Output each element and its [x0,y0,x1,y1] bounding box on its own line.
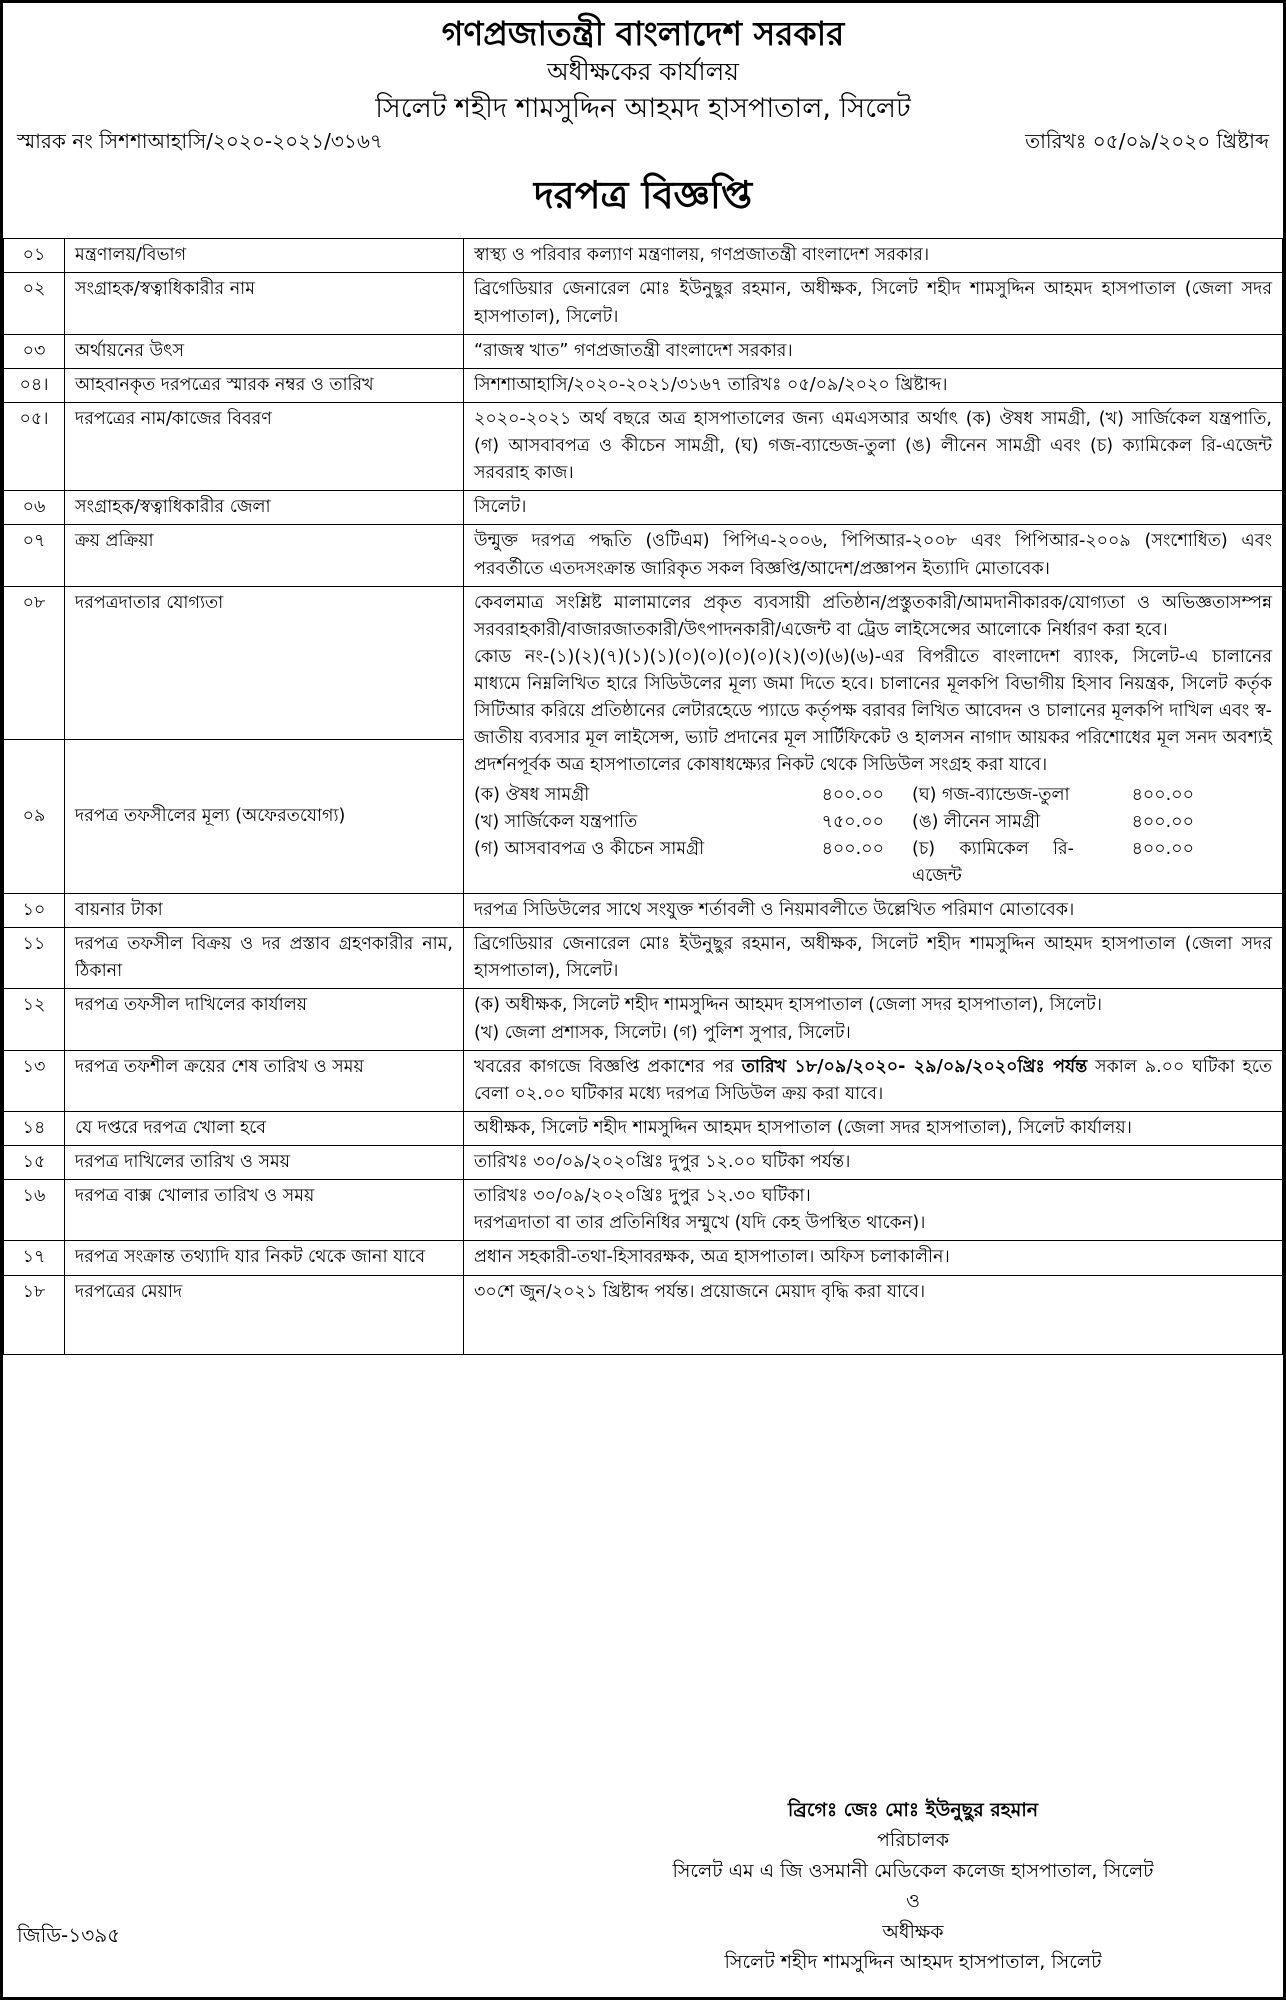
detail-cell: ৩০শে জুন/২০২১ খ্রিষ্টাব্দ পর্যন্ত। প্রয়োজনে মেয়াদ বৃদ্ধি করা যাবে। [464,1275,1283,1354]
fee-label: (ঘ) গজ-ব্যান্ডেজ-তুলা [912,784,1070,805]
serial-cell: ০৭ [4,525,65,586]
fee-value: ৪০০.০০ [1131,838,1194,859]
detail-cell: স্বাস্থ্য ও পরিবার কল্যাণ মন্ত্রণালয়, গণপ্রজাতন্ত্রী বাংলাদেশ সরকার। [464,239,1283,273]
item-cell: দরপত্র তফশীল ক্রয়ের শেষ তারিখ ও সময় [65,1050,464,1111]
table-row [4,239,1283,273]
fee-label: (খ) সার্জিকেল যন্ত্রপাতি [474,811,638,832]
notice-header [3,13,1283,125]
table-row [4,989,1283,1050]
table-row [4,586,1283,740]
detail-cell: সিলেট। [464,491,1283,525]
item-cell: দরপত্রদাতার যোগ্যতা [65,586,464,740]
item-cell: বায়নার টাকা [65,894,464,928]
fee-value: ৪০০.০০ [1131,811,1194,832]
table-row [4,928,1283,989]
table-row [4,1180,1283,1241]
conjunction: ও [906,1890,920,1913]
serial-cell: ১৫ [4,1146,65,1180]
table-row [4,1146,1283,1180]
signatory-title: অধীক্ষক [882,1920,944,1943]
table-row [4,368,1283,402]
detail-cell [464,989,1283,1050]
serial-cell: ১৭ [4,1241,65,1275]
detail-cell: ব্রিগেডিয়ার জেনারেল মোঃ ইউনুছুর রহমান, অধীক্ষক, সিলেট শহীদ শামসুদ্দিন আহমদ হাসপাতাল (জেলা সদর হাসপাতাল), সিলেট। [464,273,1283,334]
serial-cell: ১৬ [4,1180,65,1241]
office-name: অধীক্ষকের কার্যালয় [546,57,740,87]
detail-line: তারিখঃ ৩০/০৯/২০২০খ্রিঃ দুপুর ১২.৩০ ঘটিকা। [474,1186,811,1207]
item-cell: ক্রয় প্রক্রিয়া [65,525,464,586]
schedule-fee-text: কোড নং-(১)(২)(৭)(১)(১)(০)(০)(০)(০)(২)(৩)(৬)(৬)-এর বিপরীতে বাংলাদেশ ব্যাংক, সিলেট-এ চালানের মাধ্যমে নিম্নলিখিত হারে সিডিউলের মূল্য জমা দিতে হবে। চালানের মূলকপি বিভাগীয় হিসাব নিয়ন্ত্রক, সিলেট কর্তৃক সিটিআর করিয়ে প্রতিষ্ঠানের লেটারহেডে প্যাডে কর্তৃপক্ষ বরাবর লিখিত আবেদন ও চালানের মূলকপি দাখিল এবং স্ব-জাতীয় ব্যবসার মূল লাইসেন্স, ভ্যাট প্রদানের মূল সার্টিফিকেট ও হালসন নাগাদ আয়কর পরিশোধের মূল সনদ অবশ্যই প্রদর্শনপূর্বক অত্র হাসপাতালের কোষাধক্ষ্যের নিকট থেকে সিডিউল সংগ্রহ করা যাবে। [474,646,1272,776]
item-cell: দরপত্র দাখিলের তারিখ ও সময় [65,1146,464,1180]
fee-label: (গ) আসবাবপত্র ও কীচেন সামগ্রী [474,838,705,859]
table-row [4,1241,1283,1275]
item-cell: সংগ্রাহক/স্বত্বাধিকারীর জেলা [65,491,464,525]
table-row [4,273,1283,334]
fee-label: (চ) ক্যামিকেল রি-এজেন্ট [912,838,1074,886]
signatory-name: ব্রিগেঃ জেঃ মোঃ ইউনুছুর রহমান [787,1799,1039,1821]
serial-cell: ১০ [4,894,65,928]
eligibility-text: কেবলমাত্র সংশ্লিষ্ট মালামালের প্রকৃত ব্যবসায়ী প্রতিষ্ঠান/প্রস্তুতকারী/আমদানীকারক/যোগ্যতা ও অভিজ্ঞতাসম্পন্ন সরবরাহকারী/বাজারজাতকারী/উৎপাদনকারী/এজেন্ট বা ট্রেড লাইসেন্সের আলোকে নির্ধারণ করা হবে। [474,592,1272,640]
schedule-fee-list [474,782,1272,891]
notice-date: তারিখঃ ০৫/০৯/২০২০ খ্রিষ্টাব্দ [1025,129,1269,154]
signatory-title: পরিচালক [877,1829,949,1852]
detail-cell: প্রধান সহকারী-তথা-হিসাবরক্ষক, অত্র হাসপাতাল। অফিস চলাকালীন। [464,1241,1283,1275]
notice-title: দরপত্র বিজ্ঞপ্তি [533,173,753,218]
serial-cell: ০২ [4,273,65,334]
detail-line: (খ) জেলা প্রশাসক, সিলেট। (গ) পুলিশ সুপার, সিলেট। [474,1022,851,1043]
item-cell: দরপত্র তফসীলের মূল্য (অফেরতযোগ্য) [65,740,464,894]
gd-number: জিডি-১৩৯৫ [17,1923,121,1947]
detail-cell: উন্মুক্ত দরপত্র পদ্ধতি (ওটিএম) পিপিএ-২০০৬, পিপিআর-২০০৮ এবং পিপিআর-২০০৯ (সংশোধিত) এবং পরবর্তীতে এতদসংক্রান্ত জারিকৃত সকল বিজ্ঞপ্তি/আদেশ/প্রজ্ঞাপন ইত্যাদি মোতাবেক। [464,525,1283,586]
table-row [4,1111,1283,1145]
fee-value: ৪০০.০০ [821,838,884,859]
signatory-org: সিলেট শহীদ শামসুদ্দিন আহমদ হাসপাতাল, সিলেট [724,1950,1102,1973]
item-cell: দরপত্র তফসীল বিক্রয় ও দর প্রস্তাব গ্রহণকারীর নাম, ঠিকানা [65,928,464,989]
item-cell: আহবানকৃত দরপত্রের স্মারক নম্বর ও তারিখ [65,368,464,402]
table-row [4,491,1283,525]
table-row [4,402,1283,490]
serial-cell: ০৯ [4,740,65,894]
serial-cell: ০৫। [4,402,65,490]
detail-cell [464,586,1283,893]
serial-cell: ০১ [4,239,65,273]
fee-value: ৪০০.০০ [1131,784,1194,805]
fee-label: (ক) ঔষধ সামগ্রী [474,784,590,805]
detail-cell [464,1180,1283,1241]
item-cell: মন্ত্রণালয়/বিভাগ [65,239,464,273]
serial-cell: ০৮ [4,586,65,740]
serial-cell: ১২ [4,989,65,1050]
detail-cell: সিশশাআহাসি/২০২০-২০২১/৩১৬৭ তারিখঃ ০৫/০৯/২০২০ খ্রিষ্টাব্দ। [464,368,1283,402]
fee-value: ৪০০.০০ [821,784,884,805]
serial-cell: ১৮ [4,1275,65,1354]
fee-label: (ঙ) লীনেন সামগ্রী [912,811,1041,832]
detail-cell: “রাজস্ব খাত” গণপ্রজাতন্ত্রী বাংলাদেশ সরকার। [464,334,1283,368]
detail-text: খবরের কাগজে বিজ্ঞপ্তি প্রকাশের পর [474,1056,742,1077]
detail-cell: ব্রিগেডিয়ার জেনারেল মোঃ ইউনুছুর রহমান, অধীক্ষক, সিলেট শহীদ শামসুদ্দিন আহমদ হাসপাতাল (জেলা সদর হাসপাতাল), সিলেট। [464,928,1283,989]
detail-cell [464,1050,1283,1111]
item-cell: অর্থায়নের উৎস [65,334,464,368]
signatory-org: সিলেট এম এ জি ওসমানী মেডিকেল কলেজ হাসপাতাল, সিলেট [672,1859,1154,1882]
detail-cell: দরপত্র সিডিউলের সাথে সংযুক্ত শর্তাবলী ও নিয়মাবলীতে উল্লেখিত পরিমাণ মোতাবেক। [464,894,1283,928]
memo-number: স্মারক নং সিশশাআহাসি/২০২০-২০২১/৩১৬৭ [17,129,383,154]
serial-cell: ১১ [4,928,65,989]
reference-row [3,127,1283,160]
tender-table [3,238,1283,1354]
item-cell: দরপত্রের মেয়াদ [65,1275,464,1354]
item-cell: দরপত্র বাক্স খোলার তারিখ ও সময় [65,1180,464,1241]
item-cell: দরপত্র সংক্রান্ত তথ্যাদি যার নিকট থেকে জানা যাবে [65,1241,464,1275]
serial-cell: ০৪। [4,368,65,402]
table-row [4,1275,1283,1354]
detail-cell: তারিখঃ ৩০/০৯/২০২০খ্রিঃ দুপুর ১২.০০ ঘটিকা পর্যন্ত। [464,1146,1283,1180]
serial-cell: ১৪ [4,1111,65,1145]
serial-cell: ০৬ [4,491,65,525]
table-row [4,894,1283,928]
item-cell: সংগ্রাহক/স্বত্বাধিকারীর নাম [65,273,464,334]
detail-line: দরপত্রদাতা বা তার প্রতিনিধির সম্মুখে (যদি কেহ উপস্থিত থাকেন)। [474,1213,926,1234]
detail-cell: অধীক্ষক, সিলেট শহীদ শামসুদ্দিন আহমদ হাসপাতাল (জেলা সদর হাসপাতাল), সিলেট কার্যালয়। [464,1111,1283,1145]
table-row [4,1050,1283,1111]
serial-cell: ০৩ [4,334,65,368]
item-cell: দরপত্র তফসীল দাখিলের কার্যালয় [65,989,464,1050]
hospital-name: সিলেট শহীদ শামসুদ্দিন আহমদ হাসপাতাল, সিলেট [375,92,911,124]
detail-date-range: তারিখ ১৮/০৯/২০২০- ২৯/০৯/২০২০খ্রিঃ পর্যন্ত [741,1056,1088,1077]
detail-text: সকাল ৯.০০ ঘটিকা হতে বেলা ০২.০০ ঘটিকার মধ্যে দরপত্র সিডিউল ক্রয় করা যাবে। [474,1056,1272,1104]
serial-cell: ১৩ [4,1050,65,1111]
item-cell: যে দপ্তরে দরপত্র খোলা হবে [65,1111,464,1145]
table-row [4,334,1283,368]
signature-block [603,1795,1223,1977]
fee-value: ৭৫০.০০ [821,811,884,832]
table-row [4,525,1283,586]
item-cell: দরপত্রের নাম/কাজের বিবরণ [65,402,464,490]
detail-line: (ক) অধীক্ষক, সিলেট শহীদ শামসুদ্দিন আহমদ হাসপাতাল (জেলা সদর হাসপাতাল), সিলেট। [474,995,1102,1016]
detail-cell: ২০২০-২০২১ অর্থ বছরে অত্র হাসপাতালের জন্য এমএসআর অর্থাৎ (ক) ঔষধ সামগ্রী, (খ) সার্জিকেল যন্ত্রপাতি, (গ) আসবাবপত্র ও কীচেন সামগ্রী, (ঘ) গজ-ব্যান্ডেজ-তুলা (ঙ) লীনেন সামগ্রী এবং (চ) ক্যামিকেল রি-এজেন্ট সরবরাহ কাজ। [464,402,1283,490]
govt-name: গণপ্রজাতন্ত্রী বাংলাদেশ সরকার [441,14,845,53]
